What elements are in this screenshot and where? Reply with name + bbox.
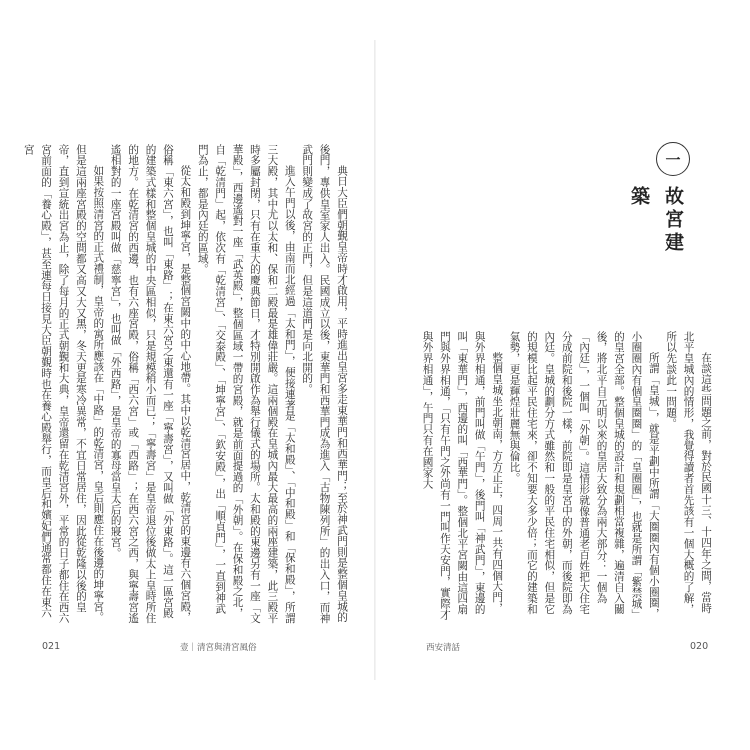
- right-running-header: 西安清話: [426, 643, 461, 653]
- left-paragraph-4: 如果按照清宮的正式禮制，皇帝的寓所應該在「中路」的乾清宮，皇后則應住在後邊的坤寧宮。但是這兩座宮殿的空間都又高又大又黑，冬天更是寒冷異常，不宜日常居住，因此從乾隆以後的皇帝，直到宣統出宮為止，除了每月的正式朝覲和大典，皇帝還留在乾清宮外，平常的日子都住在西六宮前面的「養心殿」，甚至連每日接見大臣朝覲時也在養心殿舉行，而皇后和嬪妃們通常都住在東六宮: [22, 144, 105, 624]
- right-paragraph-3: 整個皇城坐北朝南，方方正正，四周一共有四個大門，與外界相通，前門叫做「午門」，後門叫「神武門」，東邊的叫「東華門」，西邊的叫「西華門」。整個北平宮闕由這四扇門與外界相通，「只有午門之外尚有一門叫作天安門，實際才與外界相通」，午門只有在國家大: [421, 331, 504, 620]
- book-gutter: [374, 40, 376, 680]
- right-page-body: [421, 331, 714, 624]
- left-paragraph-2: 進入午門以後，由南而北經過「太和門」，便接連著是「太和殿」、「中和殿」和「保和殿」，所謂三大殿，其中尤以太和、保和二殿最是雄偉莊嚴。這兩個殿在皇城內最大最高的兩座建築，此三殿平時多屬封閉，只有在重大的慶典節日，才特別開啟作為舉行儀式的場所。太和殿的東邊另有一座「文華殿」，西邊遙對一座「武英殿」，整個區域一帶的宮殿，就是前面提過的「外朝」。在保和殿之北，自「乾清門」起，依次有「乾清宮」、「交泰殿」、「坤寧宮」、「欽安殿」，出「順貞門」，一直到神武門為止，都是內廷的區域。: [196, 144, 296, 624]
- chapter-heading: [628, 142, 696, 262]
- chapter-title: 故宮建築: [628, 186, 684, 255]
- left-paragraph-3: 從太和殿到坤寧宮，是整個宮闕中的中心地帶。其中以乾清宮居中，乾清宮的東邊有六個宮殿，俗稱「東六宮」，也叫「東路」；在東六宮之東還有一座「寧壽宮」，又叫做「外東路」。這一區宮殿的建築式樣和整個皇城的中央區相似，只是規模稍小而已；「寧壽宮」是皇帝退位後做太上皇時所住的地方。在乾清宮的西邊，也有六座宮殿，俗稱「西六宮」或「西路」；在西六宮之西，與寧壽宮遙遙相對的一座宮殿叫做「慈寧宮」，也叫做「外西路」，是皇帝的寡母當皇太后的寢宮。: [109, 144, 192, 624]
- left-running-header: 壹｜清宮與清宮風俗: [180, 643, 257, 653]
- chapter-number-badge: 一: [656, 142, 690, 176]
- left-paragraph-1: 典日大臣們朝覲皇帝時才啟用，平時進出皇宮多走東華門和西華門；至於神武門則是整個皇城的後門，專供皇室家人出入。民國成立以後，東華門和西華門成為進入「古物陳列所」的出入口，而神武門則變成了故宮的正門，但是這道門是向北開的。: [301, 144, 348, 624]
- left-page-body: [22, 144, 350, 624]
- right-paragraph-2: 所謂「皇城」，就是平劃中所謂「大圈圈內有個小圈圈，小圈圈內有個皇圈圈」的「皇圈圈」，也就是所謂「紫禁城」的皇宮全部。整個皇城的設計和規劃相當複雜，遍清自入關後，將北平自元明以來的皇居大致分為兩大部分：一個為「內廷」，一個叫「外朝」。這情形就像普通老百姓把大住宅分成前院和後院一樣，前院即是皇宮中的外朝，而後院即為內廷。皇城的劃分方式雖然和一般的平民住宅相似，但是它的規模比起平民住宅來，卻不知要大多少倍；而它的建築和氣勢，更是輝煌壯麗無與倫比。: [508, 331, 660, 620]
- right-paragraph-1: 在談這些問題之前，對於民國十三、十四年之間，當時北平皇城內的情形，我覺得讀者首先該有一個大概的了解，所以先談此一問題。: [665, 331, 712, 615]
- left-page-number: 021: [42, 641, 61, 652]
- right-page-number: 020: [690, 641, 709, 652]
